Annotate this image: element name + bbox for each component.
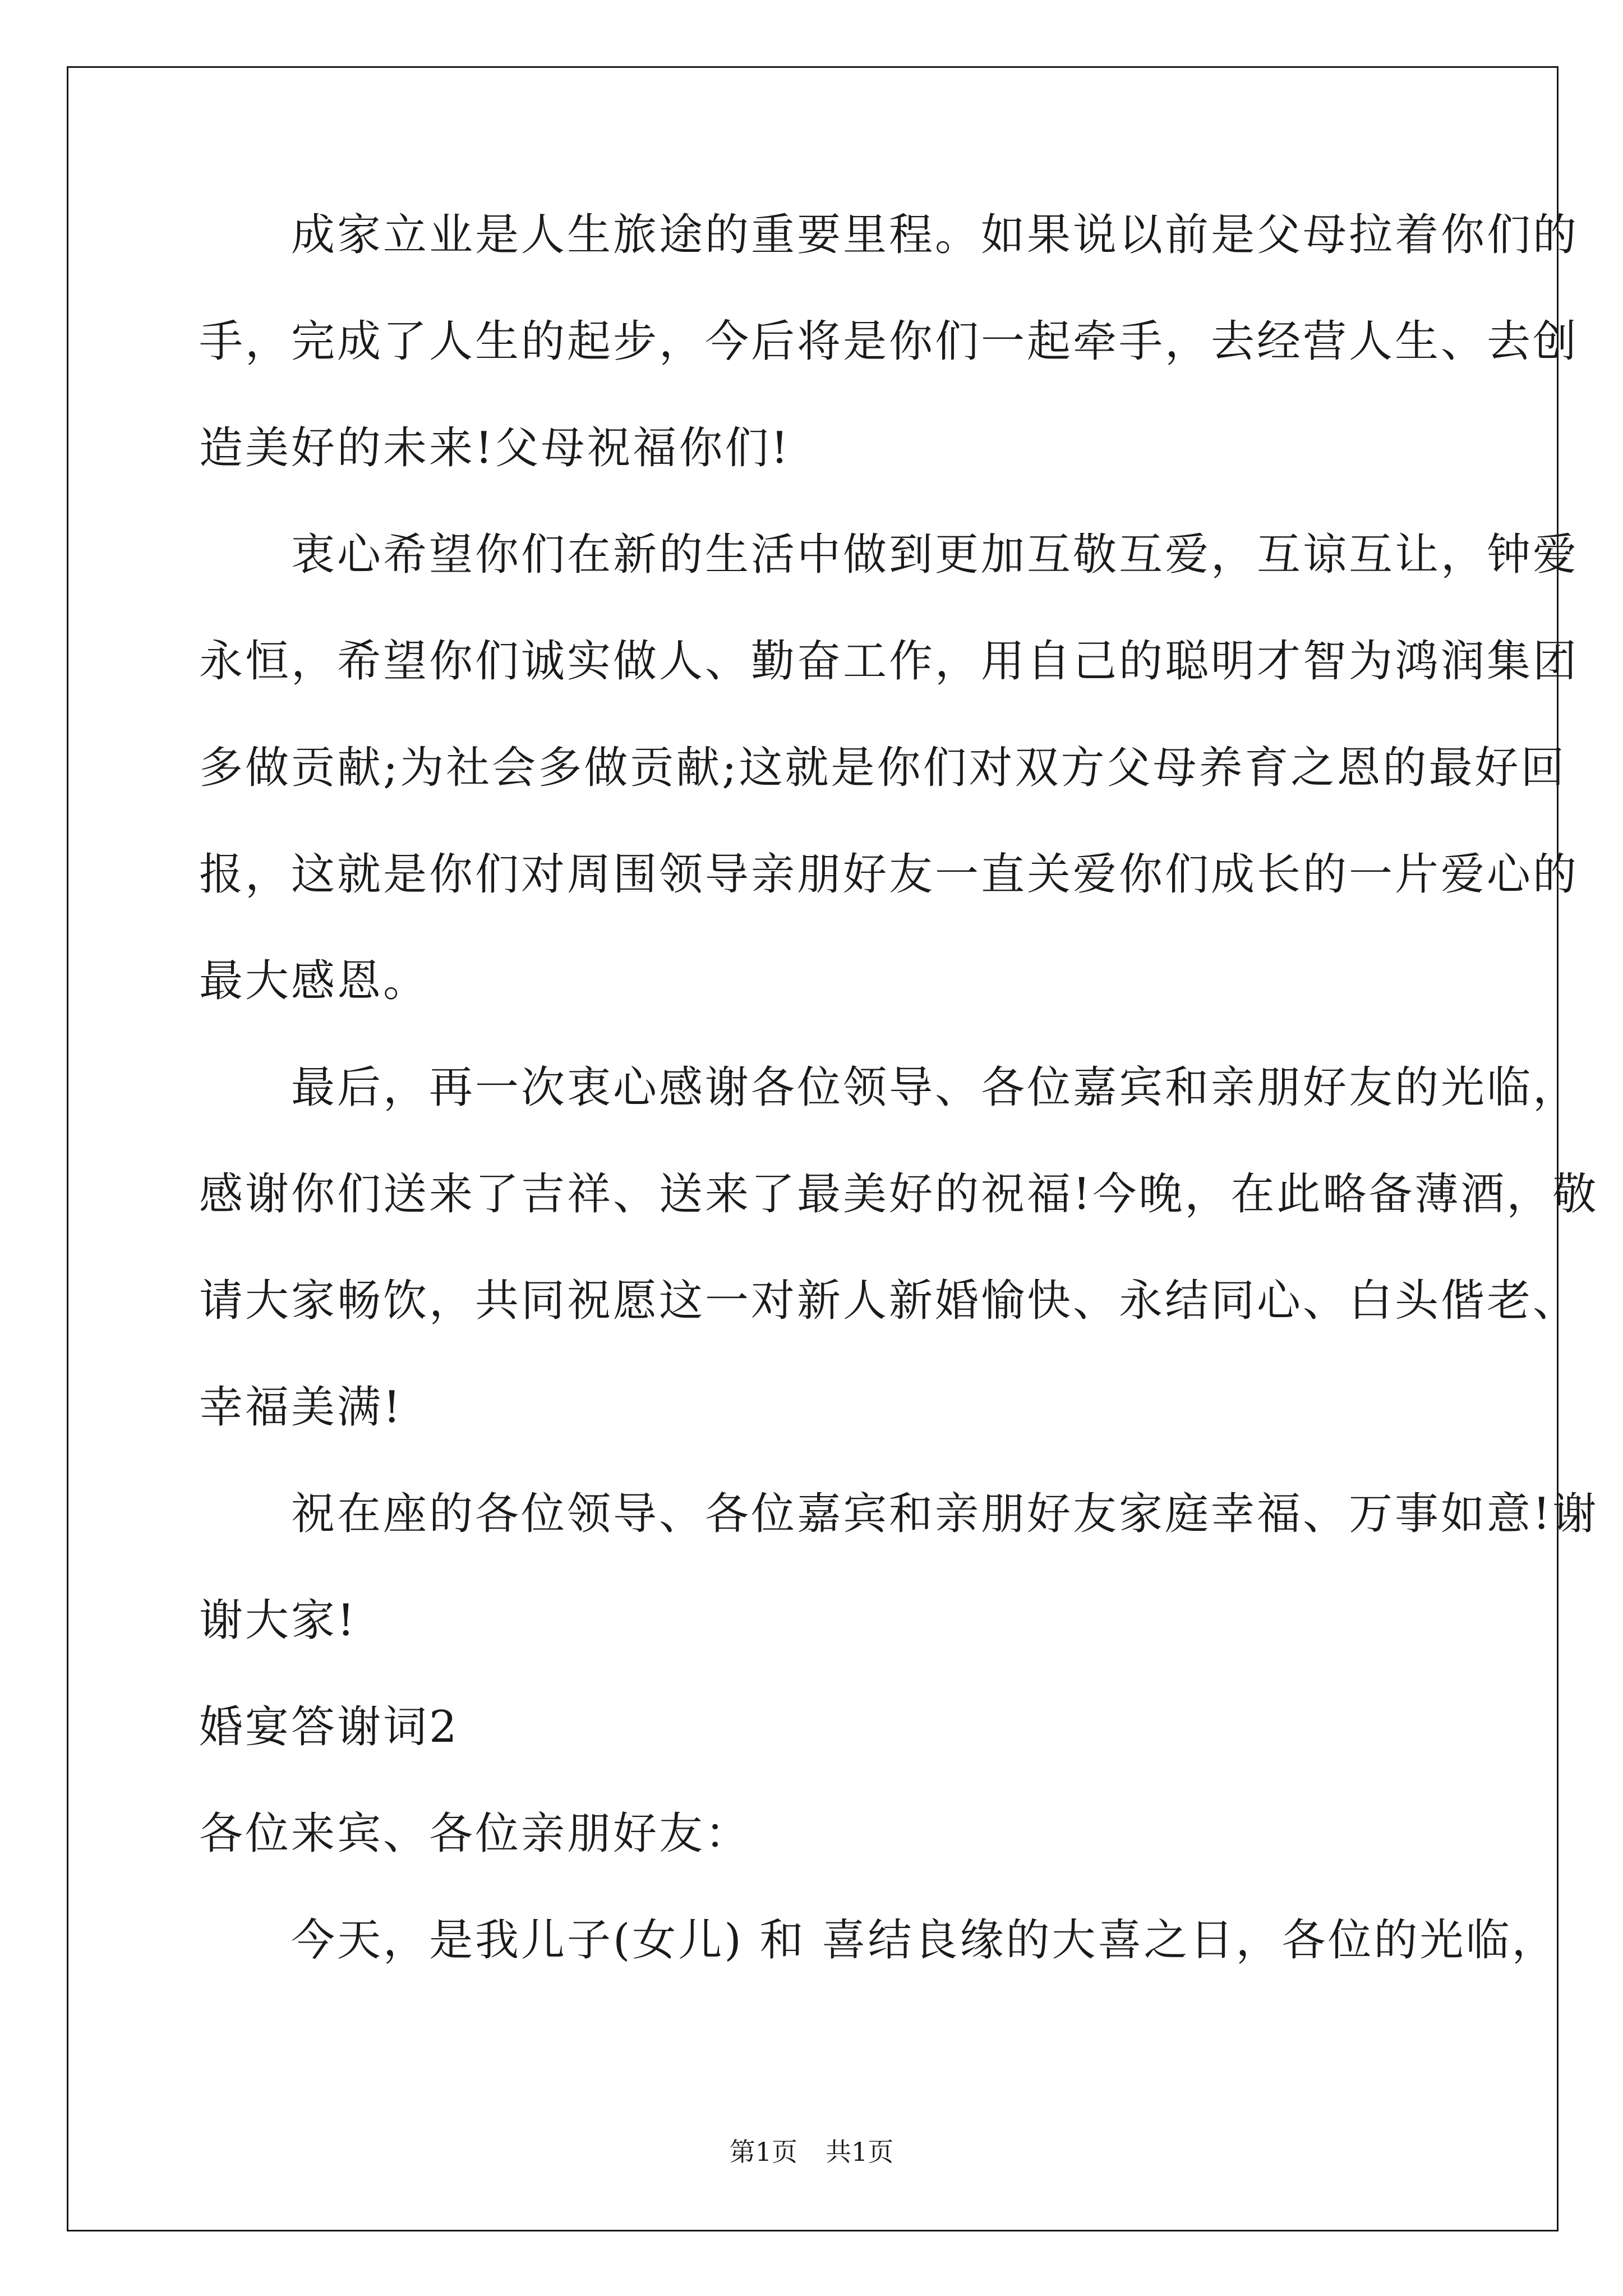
text-line: 最大感恩。 <box>199 956 430 1006</box>
page-number: 第1页 <box>729 2137 797 2167</box>
text-line: 感谢你们送来了吉祥、送来了最美好的祝福!今晚，在此略备薄酒，敬 <box>199 1169 1599 1220</box>
text-line: 今天，是我儿子(女儿) 和 喜结良缘的大喜之日，各位的光临， <box>199 1915 1558 1966</box>
text-line: 谢大家! <box>199 1595 357 1646</box>
page-footer <box>0 2132 1623 2169</box>
text-line: 请大家畅饮，共同祝愿这一对新人新婚愉快、永结同心、白头偕老、 <box>199 1276 1579 1326</box>
section-heading: 婚宴答谢词2 <box>199 1702 459 1752</box>
page-total: 共1页 <box>826 2137 894 2167</box>
text-line: 多做贡献;为社会多做贡献;这就是你们对双方父母养育之恩的最好回 <box>199 743 1567 793</box>
salutation: 各位来宾、各位亲朋好友： <box>199 1809 751 1859</box>
page-border <box>67 66 1559 2231</box>
text-line: 最后，再一次衷心感谢各位领导、各位嘉宾和亲朋好友的光临， <box>199 1062 1579 1113</box>
text-line: 幸福美满! <box>199 1382 403 1433</box>
text-line: 祝在座的各位领导、各位嘉宾和亲朋好友家庭幸福、万事如意!谢 <box>199 1489 1599 1539</box>
text-line: 造美好的未来!父母祝福你们! <box>199 423 791 473</box>
text-line: 衷心希望你们在新的生活中做到更加互敬互爱，互谅互让，钟爱 <box>199 530 1579 580</box>
text-line: 成家立业是人生旅途的重要里程。如果说以前是父母拉着你们的 <box>199 210 1579 260</box>
text-line: 手，完成了人生的起步，今后将是你们一起牵手，去经营人生、去创 <box>199 316 1579 367</box>
text-line: 报，这就是你们对周围领导亲朋好友一直关爱你们成长的一片爱心的 <box>199 849 1579 900</box>
text-line: 永恒，希望你们诚实做人、勤奋工作，用自己的聪明才智为鸿润集团 <box>199 636 1579 687</box>
